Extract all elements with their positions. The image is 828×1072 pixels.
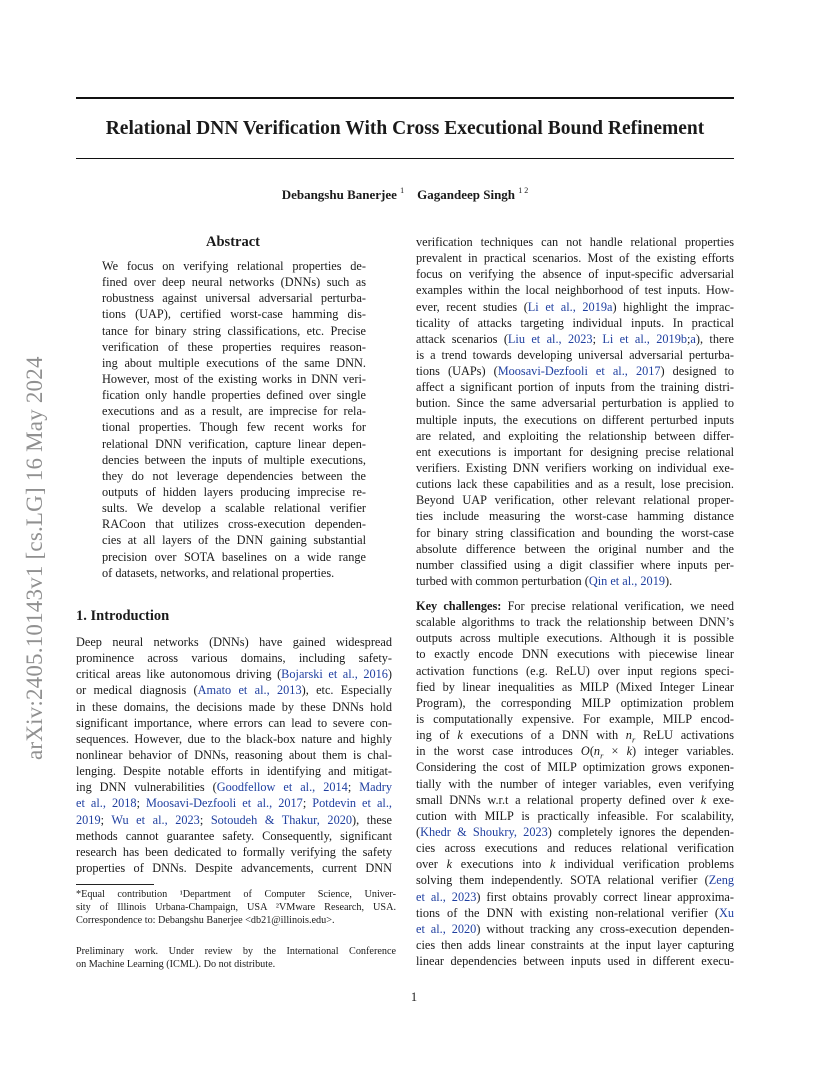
text-span: ) highlight the imprac-: [612, 299, 734, 314]
citation-link[interactable]: 2023: [175, 812, 200, 827]
text-line: [76, 650, 392, 666]
text-span: ing of: [416, 728, 458, 743]
citation-link[interactable]: 2020: [327, 812, 353, 827]
citation-link[interactable]: 2016: [363, 667, 388, 682]
text-span: ), these: [352, 812, 393, 827]
text-line: [416, 315, 734, 331]
text-span: in the worst case introduces: [416, 744, 581, 759]
text-line: [416, 663, 734, 679]
citation-link[interactable]: Zeng: [708, 873, 734, 888]
introduction-paragraph: [76, 634, 392, 876]
text-span: focus on verifying the absence of input-specific adversarial: [416, 267, 734, 282]
text-span: ) completely ignores the dependen-: [547, 824, 734, 839]
text-span: [270, 683, 277, 697]
text-line: [76, 666, 392, 682]
text-line: [76, 844, 392, 860]
text-span: methods cannot guarantee safety. Consequently, significant: [76, 828, 392, 843]
text-span: ent executions is important for designing precise relational: [416, 444, 734, 459]
text-span: ;: [687, 331, 691, 346]
text-span: prominence across various domains, including safety-: [76, 651, 392, 666]
text-line: [416, 646, 734, 662]
abstract-body: [102, 258, 366, 581]
text-span: over: [416, 857, 447, 872]
abstract-line: fication only handle properties defined over single: [102, 388, 366, 403]
text-span: attack scenarios (: [416, 331, 508, 346]
text-line: [416, 476, 734, 492]
text-line: [416, 347, 734, 363]
text-span: prevalent in practical scenarios. Most of the existing efforts: [416, 251, 734, 266]
abstract-line: sults. We develop a scalable relational verifier: [102, 501, 366, 516]
text-span: critical areas like autonomous driving (: [76, 667, 282, 682]
text-line: [416, 743, 734, 759]
citation-link[interactable]: Amato et al.,: [197, 683, 270, 698]
abstract-line: dencies between the inputs of multiple executions,: [102, 452, 366, 467]
abstract-line: precision over SOTA baselines on a wide range: [102, 549, 366, 564]
abstract-line: verification of these properties requires reason-: [102, 339, 366, 354]
text-line: [416, 234, 734, 250]
text-line: [416, 282, 734, 298]
text-span: ;: [199, 812, 211, 827]
footnote-affiliations: [76, 888, 396, 927]
citation-link[interactable]: et al.,: [416, 889, 446, 904]
text-line: [416, 460, 734, 476]
text-line: [76, 747, 392, 763]
text-span: research has been dedicated to formally verifying the safety: [76, 844, 392, 859]
text-span: for binary string classification and bounding the worst-case: [416, 525, 734, 540]
text-span: cutions lack these capabilities and as a result, lose precision.: [416, 477, 734, 492]
text-span: verifiers. Existing DNN verifiers working on individual exe-: [416, 460, 734, 475]
abstract-line: tions (UAP), certified worst-case hamming dis-: [102, 307, 366, 322]
citation-link[interactable]: Potdevin et al.,: [312, 796, 392, 811]
text-span: multiple inputs, the executions on different perturbed inputs: [416, 412, 734, 427]
text-span: ×: [603, 744, 627, 759]
citation-link[interactable]: Bojarski et al.,: [281, 667, 358, 682]
citation-link[interactable]: et al.,: [76, 796, 106, 811]
text-span: examples within the local neighborhood of test inputs. How-: [416, 283, 734, 298]
text-span: cies across executions and reduces relational verification: [416, 841, 734, 856]
abstract-line: However, most of the existing works in DNN veri-: [102, 371, 366, 386]
math-variable: k: [446, 857, 453, 872]
citation-link[interactable]: 2019b: [656, 331, 687, 346]
text-line: [416, 808, 734, 824]
text-line: [416, 905, 734, 921]
text-line: [76, 699, 392, 715]
preliminary-notice: [76, 945, 396, 971]
text-span: solving them independently. SOTA relational verifier (: [416, 873, 709, 888]
text-span: tially with the number of integer variables, even verifying: [416, 776, 734, 791]
footnote-line: sity of Illinois Urbana-Champaign, USA ²VMware Research, USA.: [76, 902, 396, 913]
citation-link[interactable]: 2017: [635, 364, 661, 379]
text-span: Program), the corresponding MILP optimization problem: [416, 695, 734, 710]
text-span: sequences. However, due to the black-box nature and highly: [76, 731, 392, 746]
section-heading-introduction: 1. Introduction: [76, 608, 170, 624]
citation-link[interactable]: Khedr & Shoukry,: [420, 824, 517, 839]
text-span: (: [589, 744, 594, 759]
text-span: ing DNN vulnerabilities (: [76, 780, 217, 795]
text-span: outputs across multiple executions. Although it is possible: [416, 631, 734, 646]
citation-link[interactable]: 2023: [567, 331, 593, 346]
text-span: ) integer variables.: [632, 744, 734, 759]
notice-line: on Machine Learning (ICML). Do not distribute.: [76, 959, 276, 970]
math-variable: k: [626, 744, 633, 759]
text-line: [416, 299, 734, 315]
text-span: ;: [136, 796, 147, 811]
text-span: executions into: [452, 857, 550, 872]
text-span: lenging. Despite notable efforts in identifying and mitigat-: [76, 764, 392, 779]
text-line: [416, 679, 734, 695]
citation-link[interactable]: Li et al.,: [602, 331, 650, 346]
text-line: [416, 379, 734, 395]
text-span: ties include measuring the worst-case hamming distance: [416, 509, 734, 524]
text-line: [416, 508, 734, 524]
math-variable: n: [593, 744, 601, 759]
abstract-line: We focus on verifying relational properties de-: [102, 259, 366, 273]
text-span: are related, and exploiting the relationship between differ-: [416, 428, 734, 443]
citation-link[interactable]: Qin et al.,: [588, 573, 638, 588]
math-variable: n: [625, 728, 632, 743]
math-variable: k: [550, 857, 556, 872]
text-line: [416, 695, 734, 711]
text-span: ), etc. Especially: [301, 683, 393, 698]
text-span: [628, 364, 636, 378]
text-span: ever, recent studies (: [416, 299, 528, 314]
text-line: [416, 428, 734, 444]
citation-link[interactable]: Moosavi-Dezfooli et al.,: [497, 364, 628, 379]
math-subscript: r: [631, 734, 636, 745]
text-line: [416, 250, 734, 266]
abstract-line: tance for binary string classifications, etc. Precise: [102, 323, 366, 338]
abstract-line: relational DNN verification, capture linear depen-: [102, 436, 366, 451]
text-span: small DNNs w.r.t a relational property defined over: [416, 792, 701, 807]
citation-link[interactable]: 2014: [323, 780, 348, 795]
text-span: ticality of attacks targeting individual inputs. In practical: [416, 315, 734, 330]
page-number: 1: [410, 990, 418, 1004]
text-line: [416, 525, 734, 541]
text-span: tions of the DNN with existing non-relational verifier (: [416, 905, 719, 920]
footnote-rule: [76, 884, 154, 885]
title-top-rule: [76, 97, 734, 99]
footnote-line: Correspondence to: Debangshu Banerjee <db21@illinois.edu>.: [76, 915, 335, 926]
text-span: fied by linear inequalities as MILP (Mixed Integer Linear: [416, 679, 734, 694]
text-line: [416, 921, 734, 937]
text-line: [76, 795, 392, 811]
text-line: [416, 331, 734, 347]
text-span: individual verification problems: [555, 857, 734, 872]
text-line: [416, 573, 734, 589]
text-span: ) first obtains provably correct linear approxima-: [476, 889, 734, 904]
text-line: [416, 953, 734, 969]
text-line: [76, 828, 392, 844]
text-line: [76, 682, 392, 698]
text-line: [416, 727, 734, 743]
math-subscript: r: [600, 750, 604, 761]
citation-link[interactable]: 2018: [111, 796, 137, 811]
text-line: [76, 779, 392, 795]
citation-link[interactable]: 2020: [451, 921, 477, 936]
math-variable: O: [580, 744, 590, 759]
text-line: [416, 840, 734, 856]
introduction-paragraph-continued: [416, 234, 734, 589]
citation-link[interactable]: 2023: [523, 824, 548, 839]
text-span: Considering the cost of MILP optimization grows exponen-: [416, 760, 734, 775]
text-span: For precise relational verification, we need: [501, 599, 734, 613]
text-line: [416, 792, 734, 808]
abstract-line: they do not leverage dependencies between the: [102, 468, 366, 483]
notice-line: Preliminary work. Under review by the International Conference: [76, 946, 396, 957]
text-span: exe-: [706, 792, 734, 807]
text-span: ) without tracking any cross-execution dependen-: [476, 921, 734, 936]
text-line: [416, 598, 734, 614]
text-line: [416, 824, 734, 840]
text-span: ;: [302, 796, 313, 811]
text-line: [416, 776, 734, 792]
text-span: cution with MILP is practically infeasible. For scalability,: [416, 808, 734, 823]
citation-link[interactable]: a: [690, 331, 696, 346]
citation-link[interactable]: Moosavi-Dezfooli et al.,: [146, 796, 273, 811]
abstract-line: tional properties. Though few recent works for: [102, 420, 366, 435]
author-list: [76, 187, 734, 203]
text-span: ) designed to: [660, 364, 735, 379]
citation-link[interactable]: Liu et al.,: [507, 331, 562, 346]
text-span: ReLU activations: [635, 728, 734, 743]
text-span: turbed with common perturbation (: [416, 573, 589, 588]
abstract-heading: Abstract: [206, 234, 260, 250]
text-span: Beyond UAP verification, other relevant relational proper-: [416, 493, 734, 508]
text-line: [416, 266, 734, 282]
text-span: scalable algorithms to track the relationship between DNN’s: [416, 615, 734, 630]
key-challenges-paragraph: [416, 598, 734, 969]
citation-link[interactable]: 2019: [640, 573, 665, 588]
text-span: affect a significant portion of inputs from the training distri-: [416, 380, 734, 395]
citation-link[interactable]: 2013: [277, 683, 302, 698]
text-span: ;: [100, 812, 112, 827]
citation-link[interactable]: 2017: [278, 796, 303, 811]
citation-link[interactable]: et al.,: [416, 921, 446, 936]
text-line: [416, 444, 734, 460]
author-name: Gagandeep Singh: [417, 187, 516, 202]
title-bottom-rule: [76, 158, 734, 159]
text-span: linear dependencies between inputs used in different execu-: [416, 954, 734, 969]
text-span: or medical diagnosis (: [76, 683, 198, 698]
citation-link[interactable]: 2019a: [582, 299, 613, 314]
text-span: verification techniques can not handle relational properties: [416, 235, 734, 249]
text-line: [76, 731, 392, 747]
citation-link[interactable]: Xu: [718, 905, 734, 920]
text-span: ).: [664, 573, 673, 588]
text-line: [416, 395, 734, 411]
text-span: executions of a DNN with: [462, 728, 626, 743]
citation-link[interactable]: 2019: [76, 812, 101, 827]
math-variable: k: [457, 728, 463, 743]
paper-title: Relational DNN Verification With Cross Executional Bound Refinement: [105, 118, 705, 139]
text-span: tions (UAPs) (: [416, 364, 498, 379]
author-name: Debangshu Banerjee: [281, 187, 397, 202]
author-affiliation: 1: [400, 185, 405, 195]
text-span: (: [416, 824, 421, 839]
text-line: [416, 889, 734, 905]
citation-link[interactable]: Madry: [359, 780, 392, 795]
abstract-line: cies at all layers of the DNN gaining substantial: [102, 533, 366, 548]
abstract-line: of datasets, networks, and relational properties.: [102, 565, 335, 580]
text-span: to exactly encode DNN executions with piecewise linear: [416, 647, 734, 662]
text-span: ;: [592, 331, 603, 346]
text-span: cies then adds linear constraints at the input layer capturing: [416, 937, 734, 952]
text-line: [416, 363, 734, 379]
text-span: ): [387, 667, 393, 682]
text-line: [76, 860, 392, 876]
text-span: ), there: [695, 331, 734, 346]
math-variable: k: [700, 792, 707, 807]
citation-link[interactable]: Li et al.,: [527, 299, 576, 314]
text-line: [76, 812, 392, 828]
text-line: [76, 715, 392, 731]
text-span: in these domains, the decisions made by these DNNs hold: [76, 699, 392, 714]
text-line: [416, 711, 734, 727]
abstract-line: RACoon that utilizes cross-execution dependen-: [102, 517, 366, 532]
text-span: bution. Since the same adversarial perturbation is applied to: [416, 396, 734, 411]
text-line: [416, 541, 734, 557]
text-line: [416, 557, 734, 573]
text-span: nonlinear behavior of DNNs, reasoning about them is chal-: [76, 747, 392, 762]
text-span: number classified using a digit classifier where inputs per-: [416, 557, 734, 572]
footnote-line: *Equal contribution ¹Department of Computer Science, Univer-: [76, 889, 396, 900]
text-span: significant importance, where errors can lead to severe con-: [76, 715, 392, 730]
text-span: activation functions (e.g. ReLU) over input regions speci-: [416, 663, 734, 678]
paragraph-lead-label: Key challenges:: [416, 599, 502, 613]
text-span: absolute difference between the original number and the: [416, 541, 734, 556]
citation-link[interactable]: Goodfellow et al.,: [216, 780, 316, 795]
abstract-line: robustness against universal adversarial perturba-: [102, 291, 366, 306]
abstract-line: executions and as a result, are imprecise for rela-: [102, 404, 366, 419]
citation-link[interactable]: Wu et al.,: [111, 812, 168, 827]
abstract-line: outputs of hidden layers producing imprecise re-: [102, 484, 366, 499]
citation-link[interactable]: Sotoudeh & Thakur,: [210, 812, 320, 827]
text-line: [416, 614, 734, 630]
text-line: [416, 412, 734, 428]
text-span: ;: [347, 780, 360, 795]
citation-link[interactable]: 2023: [451, 889, 477, 904]
text-line: [416, 759, 734, 775]
text-line: [416, 492, 734, 508]
text-span: is a trend towards developing universal adversarial perturba-: [416, 347, 734, 362]
text-span: Deep neural networks (DNNs) have gained widespread: [76, 635, 392, 649]
abstract-line: fined over deep neural networks (DNNs) such as: [102, 275, 366, 290]
arxiv-identifier-sidebar: arXiv:2405.10143v1 [cs.LG] 16 May 2024: [22, 356, 47, 760]
text-line: [76, 634, 392, 650]
text-line: [416, 937, 734, 953]
text-line: [416, 872, 734, 888]
text-line: [76, 763, 392, 779]
author-affiliation: 1 2: [518, 185, 529, 195]
text-span: properties of DNNs. Despite advancements, current DNN: [76, 860, 392, 875]
text-line: [416, 856, 734, 872]
abstract-line: ing about multiple executions of the same DNN.: [102, 355, 366, 370]
text-line: [416, 630, 734, 646]
text-span: is computationally expensive. For example, MILP encod-: [416, 711, 734, 726]
